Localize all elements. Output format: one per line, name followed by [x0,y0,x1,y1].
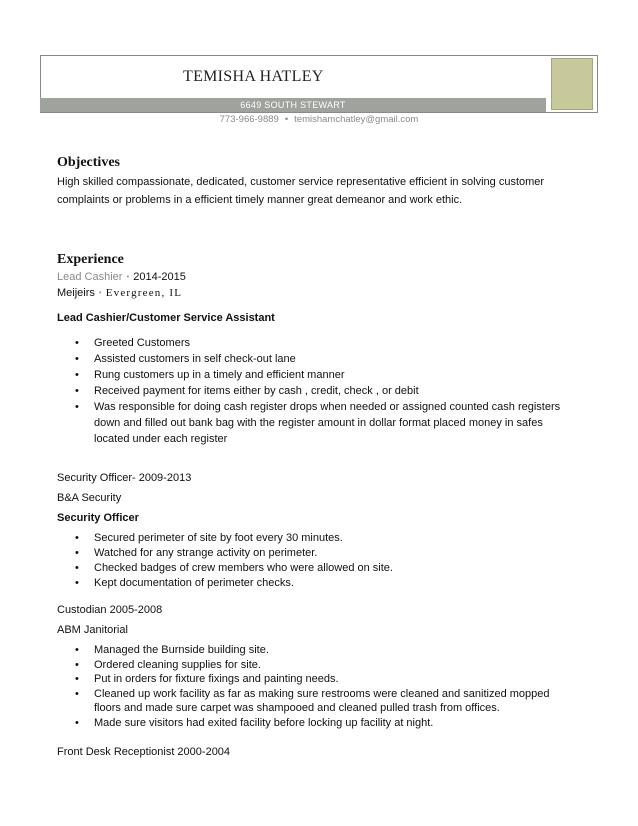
bullet-icon: • [75,532,79,544]
objectives-heading: Objectives [57,155,120,170]
address-bar: 6649 SOUTH STEWART [40,98,546,112]
bullet-icon: • [75,577,79,589]
job4-title-line: Front Desk Receptionist 2000-2004 [57,746,231,758]
list-item: • Put in orders for fixture fixings and painting needs. [75,673,339,685]
bullet-icon: • [75,658,79,671]
bullet-icon: • [75,401,79,413]
job3-company: ABM Janitorial [57,624,128,636]
bullet-icon: • [75,562,79,574]
objectives-text [57,173,557,209]
phone-number: 773-966-9889 [219,114,279,125]
list-item: • Was responsible for doing cash register drops when needed or assigned counted cash registers down and filled out bank bag with the register amount in dollar format placed money in safes located under each register [75,401,561,445]
bullet-icon: • [75,337,79,349]
bullet-icon: • [75,369,79,381]
job3-duty-list [75,643,565,730]
list-item: • Ordered cleaning supplies for site. [75,658,261,671]
list-item: • Watched for any strange activity on perimeter. [75,547,318,559]
bullet-icon: • [75,547,79,559]
bullet-icon: • [75,673,79,685]
job1-role-separator: • [126,272,130,281]
job1-role-line [57,271,186,283]
job2-company: B&A Security [57,492,122,504]
bullet-icon: • [75,716,79,729]
list-item: • Checked badges of crew members who were allowed on site. [75,562,393,574]
job1-role: Lead Cashier [57,271,123,283]
accent-square [551,58,593,110]
list-item: • Secured perimeter of site by foot every 30 minutes. [75,532,343,544]
job1-years: 2014-2015 [133,271,186,283]
experience-heading: Experience [57,252,124,267]
list-item: • Cleaned up work facility as far as making sure restrooms were cleaned and sanitized mopped floors and made sure carpet was shampooed and cleaned pulled trash from offices. [75,687,550,714]
bullet-icon: • [75,644,79,656]
list-item: • Rung customers up in a timely and efficient manner [75,369,345,381]
resume-name: TEMISHA HATLEY [183,68,324,85]
bullet-icon: • [75,687,79,700]
list-item: • Assisted customers in self check-out lane [75,353,296,365]
email-address: temishamchatley@gmail.com [294,114,419,125]
job1-duty-list [75,335,565,447]
objectives-line-1: High skilled compassionate, dedicated, customer service representative efficient in solving customer [57,176,545,188]
job1-company: Meijeirs [57,287,95,299]
job1-company-separator: • [98,288,102,297]
job1-location: Evergreen, IL [105,287,183,299]
list-item: • Kept documentation of perimeter checks. [75,577,294,589]
job3-title-line: Custodian 2005-2008 [57,604,163,616]
job2-heading: Security Officer [57,512,139,524]
list-item: • Greeted Customers [75,337,190,349]
job1-company-line [57,287,182,299]
contact-separator: • [284,114,289,125]
job2-title-line: Security Officer- 2009-2013 [57,472,192,484]
bullet-icon: • [75,353,79,365]
job2-duty-list [75,531,565,591]
job1-heading: Lead Cashier/Customer Service Assistant [57,312,275,324]
list-item: • Made sure visitors had exited facility before locking up facility at night. [75,716,434,729]
list-item: • Managed the Burnside building site. [75,644,269,656]
list-item: • Received payment for items either by cash , credit, check , or debit [75,385,419,397]
contact-line [0,114,638,125]
bullet-icon: • [75,385,79,397]
objectives-line-2: complaints or problems in a efficient timely manner great demeanor and work ethic. [57,194,463,206]
